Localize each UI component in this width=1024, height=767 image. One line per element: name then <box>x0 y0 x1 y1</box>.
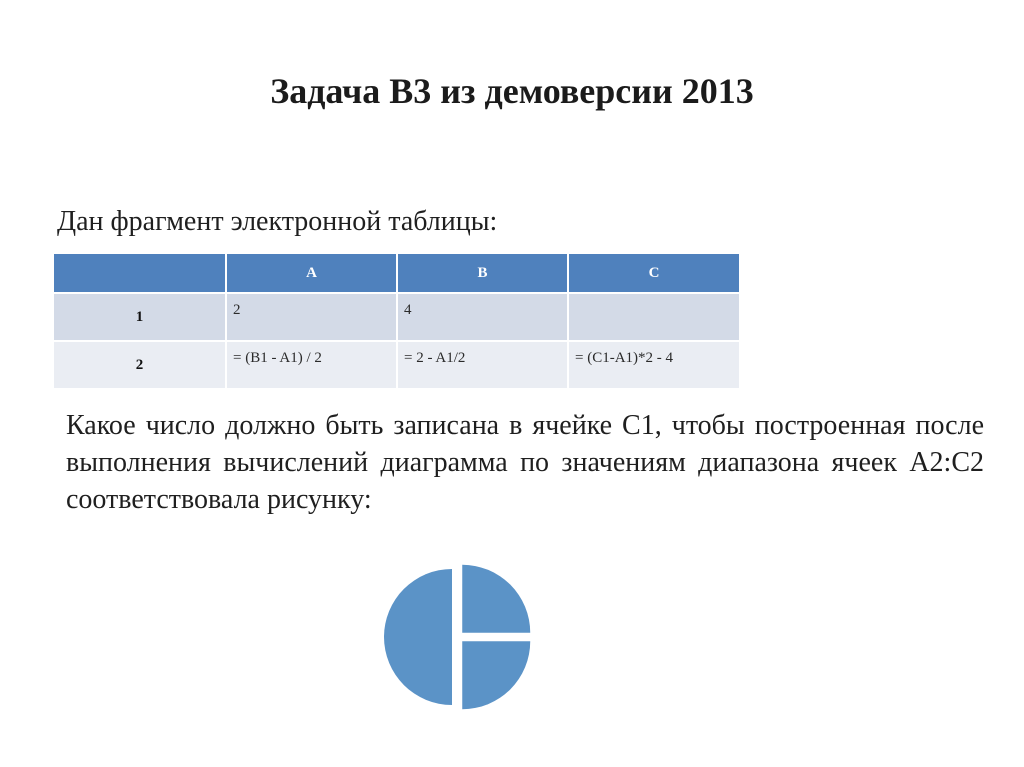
cell-a1: 2 <box>226 293 397 341</box>
row-header-1: 1 <box>54 293 226 341</box>
pie-slice-3 <box>462 565 530 633</box>
table-row <box>54 341 740 389</box>
table-row <box>54 293 740 341</box>
intro-text: Дан фрагмент электронной таблицы: <box>57 206 498 237</box>
cell-b1: 4 <box>397 293 568 341</box>
column-header-b: B <box>397 254 568 293</box>
column-header-row <box>54 254 740 293</box>
column-header-a: A <box>226 254 397 293</box>
question-text: Какое число должно быть записана в ячейке С1, чтобы построенная после выполнения вычислений диаграмма по значениям диапазона ячеек А2:С2 соответствовала рисунку: <box>66 410 984 515</box>
spreadsheet-fragment <box>54 254 741 390</box>
cell-c1 <box>568 293 740 341</box>
pie-slice-1 <box>384 569 452 705</box>
row-header-2: 2 <box>54 341 226 389</box>
pie-chart <box>380 562 540 712</box>
column-header-c: C <box>568 254 740 293</box>
corner-cell <box>54 254 226 293</box>
pie-slice-2 <box>462 641 530 709</box>
slide-title: Задача В3 из демоверсии 2013 <box>270 71 754 111</box>
pie-chart-svg <box>380 562 540 712</box>
cell-b2: = 2 - A1/2 <box>397 341 568 389</box>
cell-a2: = (B1 - A1) / 2 <box>226 341 397 389</box>
cell-c2: = (C1-A1)*2 - 4 <box>568 341 740 389</box>
